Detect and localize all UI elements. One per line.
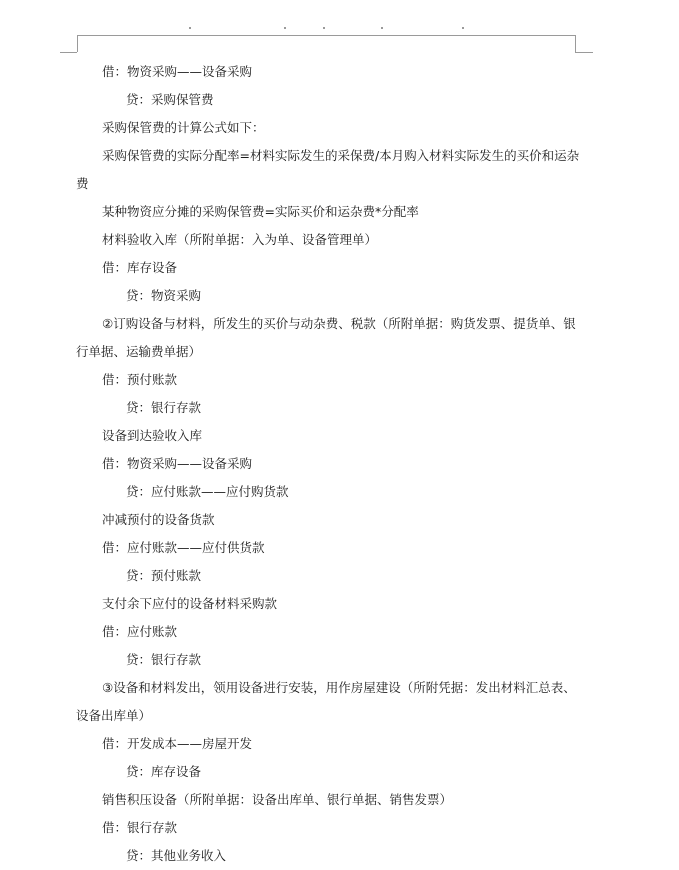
document-body	[76, 58, 586, 870]
paragraph: 贷：其他业务收入	[126, 848, 227, 863]
paragraph: 贷：银行存款	[126, 652, 202, 667]
paragraph: ③设备和材料发出，领用设备进行安装，用作房屋建设（所附凭据：发出材料汇总表、设备出库单）	[76, 680, 576, 723]
paragraph: 贷：应付账款——应付购货款	[126, 484, 289, 499]
paragraph: 设备到达验收入库	[102, 428, 203, 443]
ruler-dot	[284, 27, 286, 29]
margin-corner-top-left-h	[60, 52, 77, 53]
paragraph: 贷：预付账款	[126, 568, 202, 583]
paragraph: 冲减预付的设备货款	[102, 512, 215, 527]
paragraph: 贷：物资采购	[126, 288, 202, 303]
margin-corner-top-right-h	[575, 52, 593, 53]
paragraph: 借：物资采购——设备采购	[102, 456, 253, 471]
margin-corner-top-right	[575, 35, 576, 52]
paragraph: 销售积压设备（所附单据：设备出库单、银行单据、销售发票）	[102, 792, 453, 807]
margin-top-line	[77, 35, 575, 36]
ruler-dot	[189, 27, 191, 29]
paragraph: 借：应付账款	[102, 624, 178, 639]
paragraph: 采购保管费的实际分配率=材料实际发生的采保费/本月购入材料实际发生的买价和运杂费	[76, 148, 580, 191]
paragraph: 借：物资采购——设备采购	[102, 64, 253, 79]
paragraph: 支付余下应付的设备材料采购款	[102, 596, 278, 611]
margin-corner-top-left	[77, 35, 78, 52]
paragraph: 借：银行存款	[102, 820, 178, 835]
paragraph: 借：库存设备	[102, 260, 178, 275]
paragraph: 借：预付账款	[102, 372, 178, 387]
paragraph: 贷：库存设备	[126, 764, 202, 779]
paragraph: 借：开发成本——房屋开发	[102, 736, 253, 751]
ruler-dot	[462, 27, 464, 29]
paragraph: 贷：银行存款	[126, 400, 202, 415]
paragraph: 某种物资应分摊的采购保管费=实际买价和运杂费*分配率	[102, 204, 419, 219]
paragraph: ②订购设备与材料，所发生的买价与动杂费、税款（所附单据：购货发票、提货单、银行单据、运输费单据）	[76, 316, 576, 359]
ruler-dot	[323, 27, 325, 29]
paragraph: 借：应付账款——应付供货款	[102, 540, 265, 555]
ruler-dot	[381, 27, 383, 29]
paragraph: 材料验收入库（所附单据：入为单、设备管理单）	[102, 232, 378, 247]
paragraph: 采购保管费的计算公式如下：	[102, 120, 265, 135]
paragraph: 贷：采购保管费	[126, 92, 214, 107]
